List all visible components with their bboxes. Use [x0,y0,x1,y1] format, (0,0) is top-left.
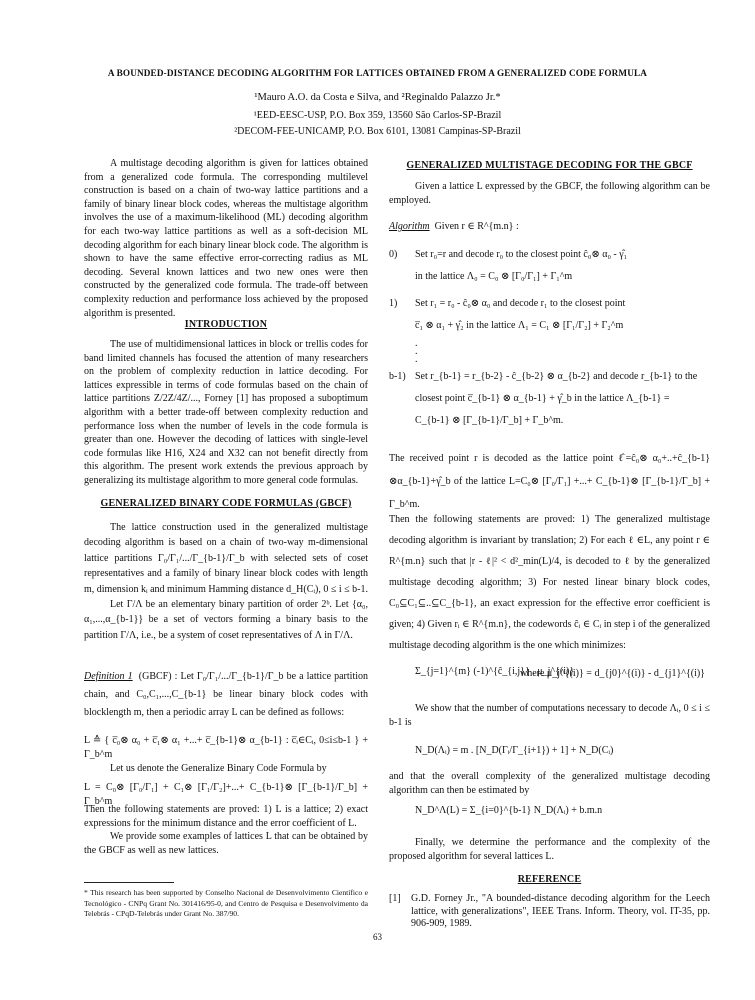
paper-title: A BOUNDED-DISTANCE DECODING ALGORITHM FOR LATTICES OBTAINED FROM A GENERALIZED CODE FORMULA [107,68,648,78]
step-line: C_{b-1} ⊗ [Γ_{b-1}/Γ_b] + Γ_b^m. [415,415,564,426]
sum-equation: Σ_{j=1}^{m} (-1)^{ĉ_{i,j}} . μ_j^{(i)} [415,666,575,677]
nd-equation: N_D(Λᵢ) = m . [N_D(Γᵢ/Γ_{i+1}) + 1] + N_D(Cᵢ) [415,745,614,756]
computations-text [389,702,710,729]
authors: ¹Mauro A.O. da Costa e Silva, and ²Reginaldo Palazzo Jr.* [254,92,501,103]
step-number: 0) [389,249,398,260]
gbcf-heading: GENERALIZED BINARY CODE FORMULAS (GBCF) [100,498,352,509]
abstract [84,157,368,320]
let-us-denote [84,762,368,776]
footnote: * This research has been supported by Conselho Nacional de Desenvolvimento Científico e Tecnológico - CNPq Grant No. 301416/95-0, and Centro de Pesquisa e Desenvolvimento da Telebrás - CPqD-Telebrás under Grant No. 387/90. [84,888,368,919]
multistage-intro-text: Given a lattice L expressed by the GBCF, the following algorithm can be employed. [389,181,710,206]
definition-text: (GBCF) : Let Γ₀/Γ₁/.../Γ_{b-1}/Γ_b be a lattice partition chain, and C₀,C₁,...,C_{b-1} be linear binary block codes with blocklength m, then a periodic array L can be defined as follows: [84,671,368,718]
abstract-text: A multistage decoding algorithm is given for lattices obtained from a generalized code formula. The corresponding multilevel construction is based on a chain of two-way lattice partitions and a family of binary linear block codes, whereas the multistage algorithm involves the use of a maximum-likelihood (ML) decoding algorithm for each two-way lattice partitions as well as a soft-decision ML decoding algorithm for each binary linear block code. The algorithm is shown to have the same effective error-correcting radius as ML decoding. Several known lattices and two new ones were then constructed by the generalized code formula. The trade-off between complexity reduction and performance loss achieved by the proposed algorithm is presented. [84,158,368,319]
algorithm-given: Given r ∈ R^{m.n} : [434,221,519,232]
definition-1 [84,668,368,722]
affiliation-1: ¹EED-EESC-USP, P.O. Box 359, 13560 São Carlos-SP-Brazil [253,110,502,121]
overall-complexity: and that the overall complexity of the generalized multistage decoding algorithm can then be estimated by [389,771,710,796]
reference-number: [1] [389,893,401,904]
proved-statements: Then the following statements are proved: 1) The generalized multistage decoding algorithm is invariant by translation; 2) For each ℓ ∈L, any point r ∈ R^{m.n} such that |r - ℓ|² < d²_min(L)/4, is decoded to ℓ by the generalized multistage decoding algorithm; 3) For nested linear binary block codes, C₀⊆C₁⊆..⊆C_{b-1}, an exact expression for the effective error coefficient is given; 4) Given rᵢ ∈ R^{m.n}, the codewords ĉᵢ ∈ Cᵢ in step i of the generalized multistage decoding algorithm is the one which minimizes: [389,514,710,651]
where-equation: where μ_j^{(i)} = d_{j0}^{(i)} - d_{j1}^{(i)} [520,668,705,679]
algorithm-header [389,220,710,234]
step-line: in the lattice Λ₀ = C₀ ⊗ [Γ₀/Γ₁] + Γ₁^m [415,271,573,282]
equation-L: L ≙ { c̅₀⊗ α₀ + c̅₁⊗ α₁ +...+ c̅_{b-1}⊗ α_{b-1} : c̅ᵢ∈Cᵢ, 0≤i≤b-1 } + Γ_b^m [84,735,368,760]
equation-gbcf: L = C₀⊗ [Γ₀/Γ₁] + C₁⊗ [Γ₁/Γ₂]+...+ C_{b-1}⊗ [Γ_{b-1}/Γ_b] + Γ_b^m [84,782,368,807]
introduction [84,338,368,488]
definition-label: Definition 1 [84,671,133,682]
let-us-text: Let us denote the Generalize Binary Code Formula by [110,763,327,774]
gbcf-paragraph-1: The lattice construction used in the generalized multistage decoding algorithm is based on a chain of two-way m-dimensional lattice partitions Γ₀/Γ₁/.../Γ_{b-1}/Γ_b with selected sets of coset representatives and a family of binary linear block codes with length m, dimension kᵢ and minimum Hamming distance d_H(Cᵢ), 0 ≤ i ≤ b-1. [84,522,368,595]
reference-item [389,893,710,931]
received-point: The received point r is decoded as the lattice point ℓ̂=ĉ₀⊗ α₀+..+ĉ_{b-1}⊗α_{b-1}+γ̂_b of the lattice L=C₀⊗ [Γ₀/Γ₁] +...+ C_{b-1}⊗ [Γ_{b-1}/Γ_b] + Γ_b^m. [389,453,710,510]
algorithm-label: Algorithm [389,221,430,232]
finally-paragraph [389,836,710,863]
step-number: 1) [389,298,398,309]
step-number: b-1) [389,371,406,382]
gbcf-paragraph-2: Let Γ/Λ be an elementary binary partition of order 2ᵇ. Let {α₀, α₁,...,α_{b-1}} be a set of vectors forming a binary basis to the partition Γ/Λ, i.e., be a system of coset representatives of Λ in Γ/Λ. [84,599,368,641]
page-number: 63 [373,932,382,942]
multistage-heading: GENERALIZED MULTISTAGE DECODING FOR THE GBCF [406,160,693,171]
vertical-ellipsis: . . . [415,338,418,365]
footnote-rule [84,882,174,883]
step-line: closest point c̅_{b-1} ⊗ α_{b-1} + γ̂_b in the lattice Λ_{b-1} = [415,393,670,404]
step-line: Set r₁ = r₀ - ĉ₀⊗ α₀ and decode r₁ to the closest point [415,298,626,309]
step-line: c̅₁ ⊗ α₁ + γ̂₂ in the lattice Λ₁ = C₁ ⊗ [Γ₁/Γ₂] + Γ₂^m [415,320,624,331]
affiliation-2: ²DECOM-FEE-UNICAMP, P.O. Box 6101, 13081 Campinas-SP-Brazil [234,126,521,137]
reference-text: G.D. Forney Jr., "A bounded-distance decoding algorithm for the Leech lattice, with generalizations", IEEE Trans. Inform. Theory, vol. IT-35, pp. 906-909, 1989. [411,893,710,929]
nd-total-equation: N_D^Λ(L) = Σ_{i=0}^{b-1} N_D(Λᵢ) + b.m.n [415,805,603,816]
provide-text: We provide some examples of lattices L that can be obtained by the GBCF as well as new lattices. [84,831,368,856]
show-text: We show that the number of computations necessary to decode Λᵢ, 0 ≤ i ≤ b-1 is [389,703,710,728]
multistage-intro [389,180,710,207]
then-statements [84,803,368,857]
step-line: Set r_{b-1} = r_{b-2} - ĉ_{b-2} ⊗ α_{b-2} and decode r_{b-1} to the [415,371,698,382]
then-text: Then the following statements are proved: 1) L is a lattice; 2) exact expressions for the minimum distance and the error coefficient of L. [84,804,368,829]
gbcf-section [84,520,368,643]
introduction-heading: INTRODUCTION [184,319,268,330]
finally-text: Finally, we determine the performance and the complexity of the proposed algorithm for several lattices L. [389,837,710,862]
step-line: Set r₀=r and decode r₀ to the closest point ĉ₀⊗ α₀ - γ̂₁ [415,249,628,260]
introduction-text: The use of multidimensional lattices in block or trellis codes for band limited channels has focused the attention of many researchers on the problem of complexity reduction in lattice decoding. For lattices expressible in terms of code formulas based on the chain of lattice partitions Z/2Z/4Z/..., Forney [1] has proposed a suboptimum algorithm with a better trade-off between complexity reduction and performance loss when the number of levels in the code formula is greater than one. However the decoding of lattices with single-level code formulas like H16, X24 and X32 can not benefit directly from this algorithm. The present work extends the previous approach by generalizing its multistage algorithm to more general code formulas. [84,339,368,486]
reference-heading: REFERENCE [517,874,582,885]
